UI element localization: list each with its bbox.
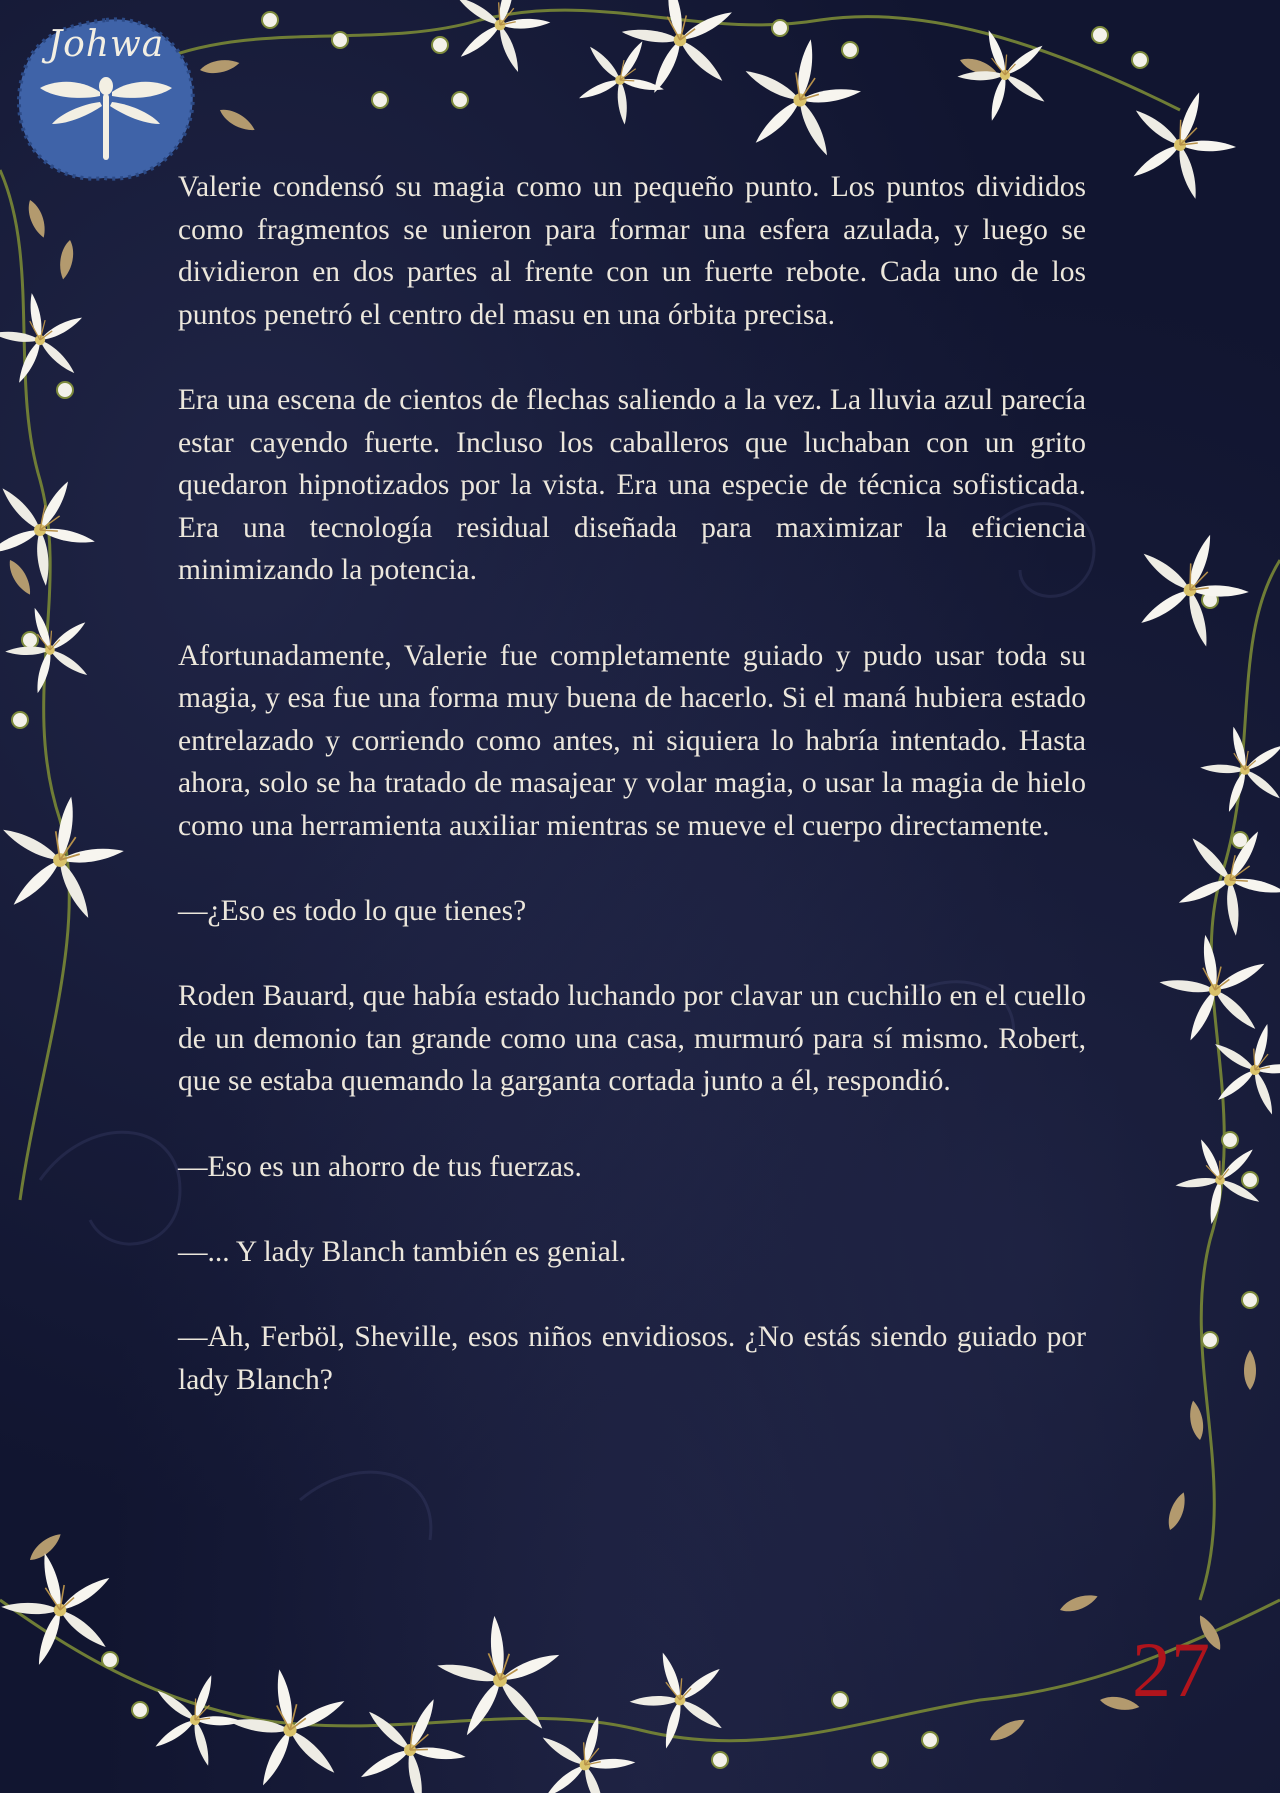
page-number: 27 bbox=[1132, 1626, 1210, 1713]
paragraph: —... Y lady Blanch también es genial. bbox=[178, 1235, 627, 1268]
paragraph: —Eso es un ahorro de tus fuerzas. bbox=[178, 1150, 582, 1183]
paragraph: —¿Eso es todo lo que tienes? bbox=[178, 895, 527, 928]
publisher-logo bbox=[14, 14, 198, 184]
paragraph: Era una escena de cientos de flechas saliendo a la vez. La lluvia azul parecía estar cayendo fuerte. Incluso los caballeros que luchaban con un grito quedaron hipnotizados por la vista. Era una especie de técnica sofisticada. Era una tecnología residual diseñada para maximizar la eficiencia minimizando la potencia. bbox=[178, 383, 1086, 587]
chapter-text bbox=[178, 166, 1086, 1444]
paragraph: Roden Bauard, que había estado luchando por clavar un cuchillo en el cuello de un demonio tan grande como una casa, murmuró para sí mismo. Robert, que se estaba quemando la garganta cortada junto a él, respondió. bbox=[178, 980, 1086, 1098]
logo-text: Johwa bbox=[47, 24, 165, 65]
paragraph: —Ah, Ferböl, Sheville, esos niños envidiosos. ¿No estás siendo guiado por lady Blanch? bbox=[178, 1321, 1086, 1396]
paragraph: Valerie condensó su magia como un pequeño punto. Los puntos divididos como fragmentos se unieron para formar una esfera azulada, y luego se dividieron en dos partes al frente con un fuerte rebote. Cada uno de los puntos penetró el centro del masu en una órbita precisa. bbox=[178, 171, 1086, 331]
paragraph: Afortunadamente, Valerie fue completamente guiado y pudo usar toda su magia, y esa fue una forma muy buena de hacerlo. Si el maná hubiera estado entrelazado y corriendo como antes, ni siquiera lo habría intentado. Hasta ahora, solo se ha tratado de masajear y volar magia, o usar la magia de hielo como una herramienta auxiliar mientras se mueve el cuerpo directamente. bbox=[178, 639, 1086, 842]
